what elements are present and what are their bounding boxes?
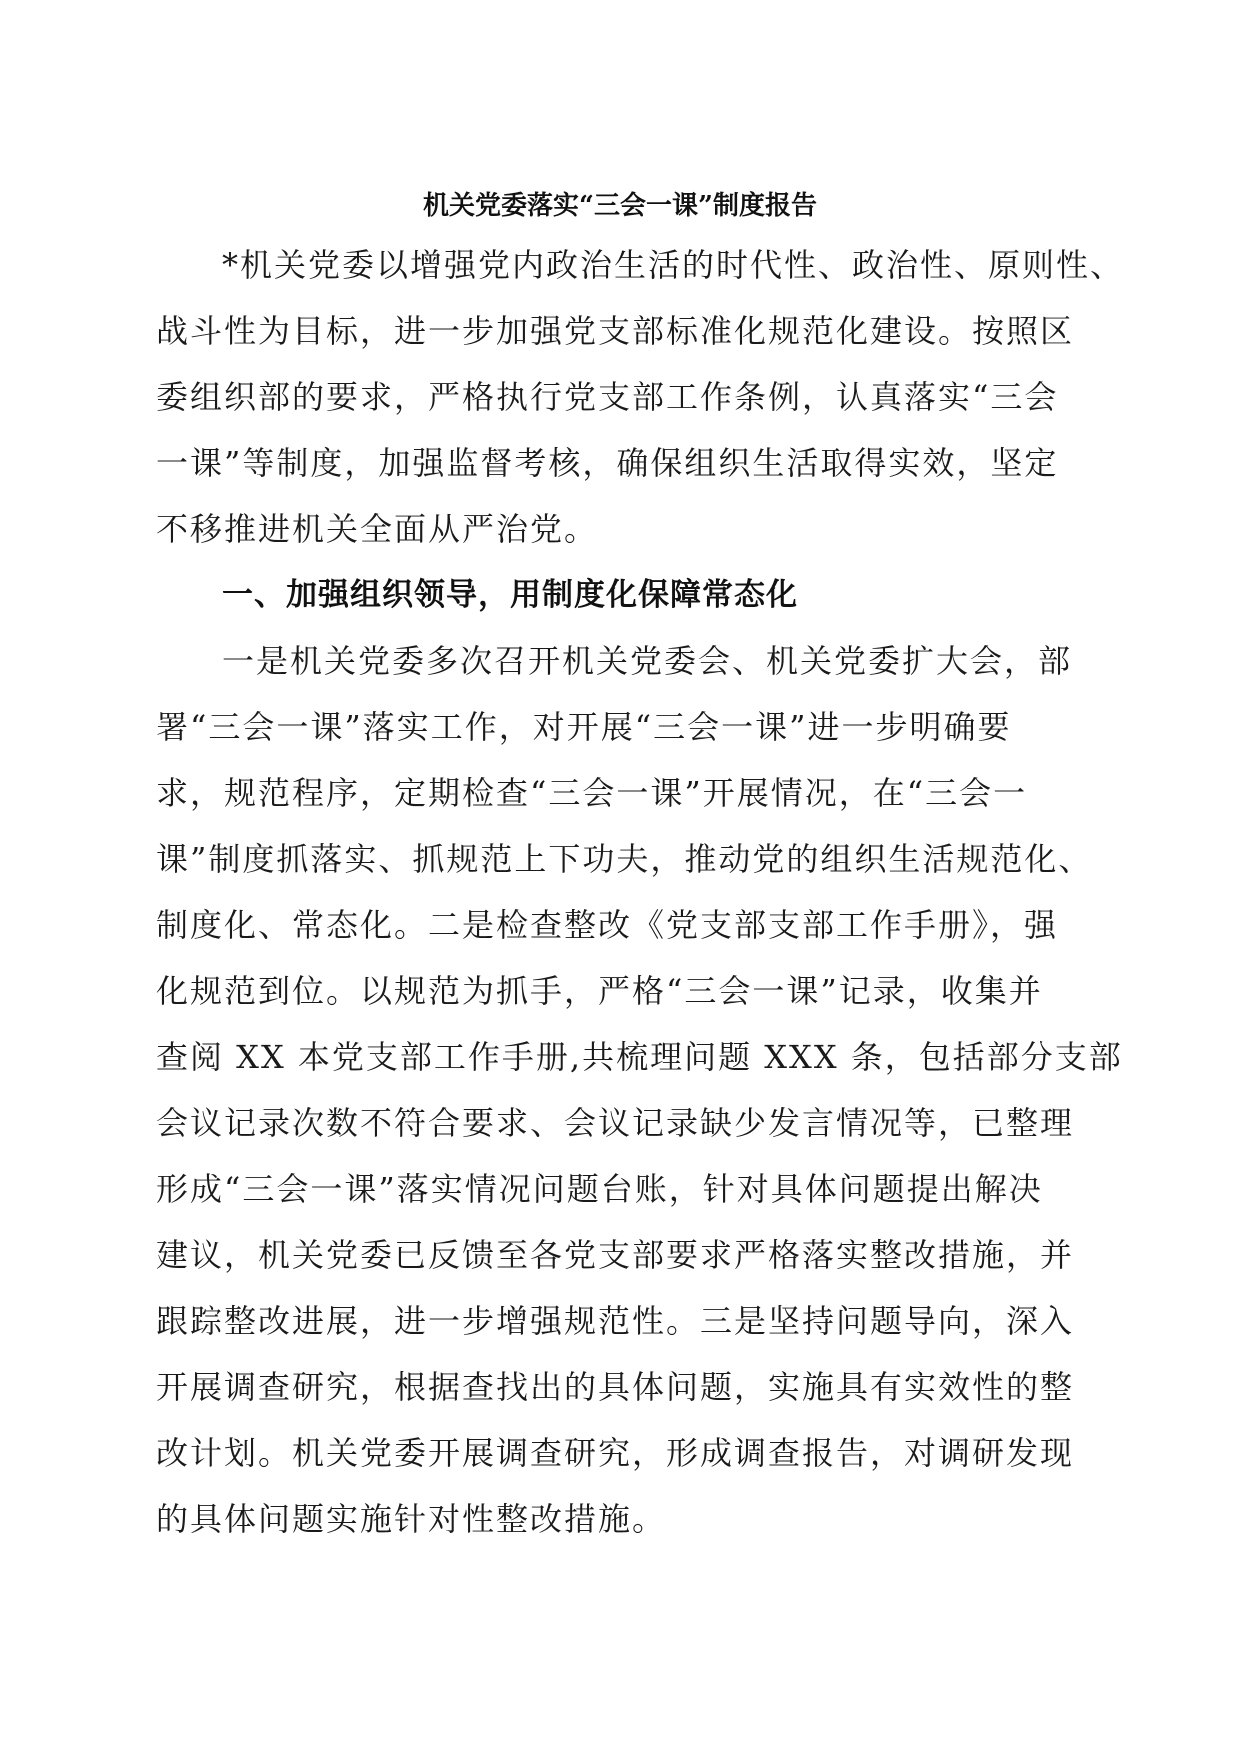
section-1-line-9: 形成“三会一课”落实情况问题台账，针对具体问题提出解决: [156, 1170, 1043, 1208]
section-1-line-10: 建议，机关党委已反馈至各党支部要求严格落实整改措施，并: [156, 1236, 1075, 1274]
section-1-line-6: 化规范到位。以规范为抓手，严格“三会一课”记录，收集并: [156, 972, 1043, 1010]
document-title: 机关党委落实“三会一课”制度报告: [423, 191, 817, 221]
section-1-line-13: 改计划。机关党委开展调查研究，形成调查报告，对调研发现: [156, 1434, 1075, 1472]
section-1-line-1: 一是机关党委多次召开机关党委会、机关党委扩大会，部: [222, 642, 1073, 680]
section-1-line-11: 跟踪整改进展，进一步增强规范性。三是坚持问题导向，深入: [156, 1302, 1075, 1340]
intro-line-4: 一课”等制度，加强监督考核，确保组织生活取得实效，坚定: [156, 444, 1059, 482]
section-1-line-4: 课”制度抓落实、抓规范上下功夫，推动党的组织生活规范化、: [156, 840, 1093, 878]
section-1-line-8: 会议记录次数不符合要求、会议记录缺少发言情况等，已整理: [156, 1104, 1075, 1142]
section-1-heading: 一、加强组织领导，用制度化保障常态化: [222, 577, 798, 613]
section-1-line-14: 的具体问题实施针对性整改措施。: [156, 1500, 667, 1538]
section-1-line-5: 制度化、常态化。二是检查整改《党支部支部工作手册》，强: [156, 906, 1059, 944]
section-1-line-3: 求，规范程序，定期检查“三会一课”开展情况，在“三会一: [156, 774, 1028, 812]
intro-line-3: 委组织部的要求，严格执行党支部工作条例，认真落实“三会: [156, 378, 1059, 416]
section-1-line-12: 开展调查研究，根据查找出的具体问题，实施具有实效性的整: [156, 1368, 1075, 1406]
intro-line-1: *机关党委以增强党内政治生活的时代性、政治性、原则性、: [222, 246, 1125, 284]
intro-line-2: 战斗性为目标，进一步加强党支部标准化规范化建设。按照区: [156, 312, 1075, 350]
section-1-line-2: 署“三会一课”落实工作，对开展“三会一课”进一步明确要: [156, 708, 1012, 746]
intro-line-5: 不移推进机关全面从严治党。: [156, 510, 599, 548]
section-1-line-7: 查阅 XX 本党支部工作手册,共梳理问题 XXX 条，包括部分支部: [156, 1038, 1123, 1076]
